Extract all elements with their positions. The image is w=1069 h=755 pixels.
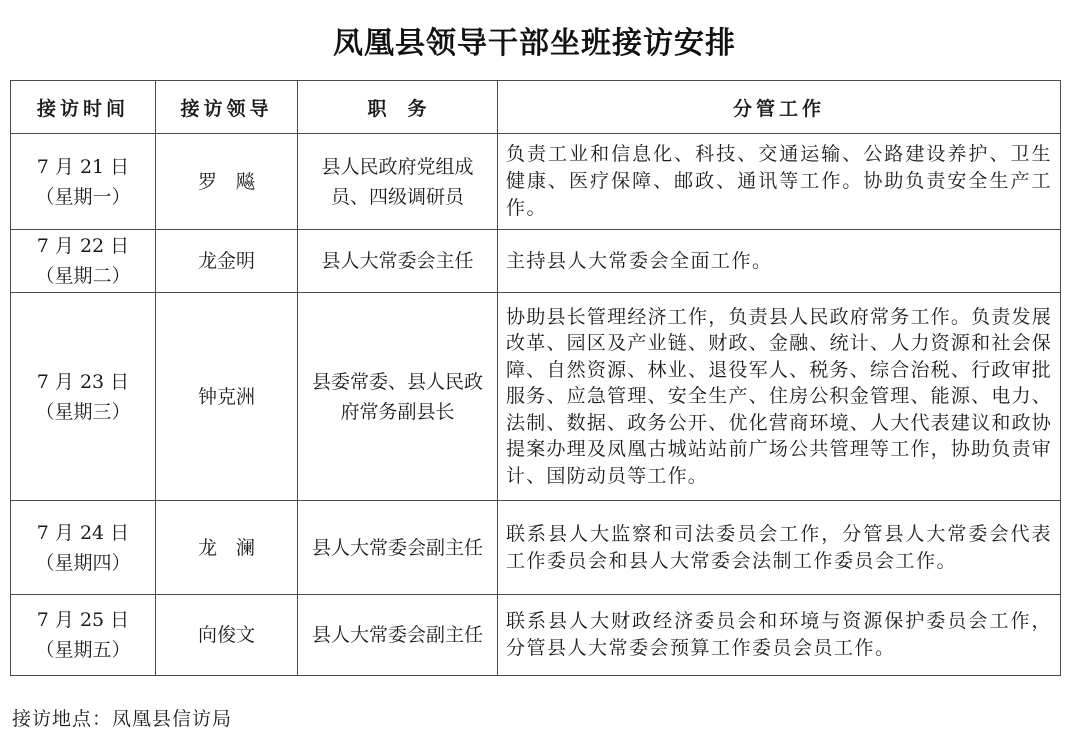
table-header-row [11,81,1061,134]
header-leader: 接访领导 [156,81,298,134]
weekday-text: （星期五） [35,639,131,661]
duties-cell: 联系县人大财政经济委员会和环境与资源保护委员会工作，分管县人大常委会预算工作委员会员工作。 [498,595,1061,676]
date-cell [11,293,156,501]
date-cell [11,230,156,293]
table-row [11,134,1061,230]
date-text: 7 月 21 日 [36,155,130,178]
duties-cell: 协助县长管理经济工作，负责县人民政府常务工作。负责发展改革、园区及产业链、财政、金融、统计、人力资源和社会保障、自然资源、林业、退役军人、税务、综合治税、行政审批服务、应急管理、安全生产、住房公积金管理、能源、电力、法制、数据、政务公开、优化营商环境、人大代表建议和政协提案办理及凤凰古城站站前广场公共管理等工作，协助负责审计、国防动员等工作。 [498,293,1061,501]
weekday-text: （星期三） [35,400,131,423]
table-row [11,501,1061,595]
date-text: 7 月 23 日 [36,370,130,393]
table-row [11,595,1061,676]
date-text: 7 月 24 日 [36,521,130,544]
leader-cell: 向俊文 [156,595,298,676]
visit-location: 接访地点：凤凰县信访局 [12,708,233,730]
table-row [11,293,1061,501]
position-cell: 县委常委、县人民政府常务副县长 [298,293,498,501]
header-duties: 分管工作 [498,81,1061,134]
position-cell: 县人大常委会副主任 [298,501,498,595]
date-cell [11,595,156,676]
weekday-text: （星期四） [35,551,131,574]
duties-cell: 主持县人大常委会全面工作。 [498,230,1061,293]
duties-cell: 负责工业和信息化、科技、交通运输、公路建设养护、卫生健康、医疗保障、邮政、通讯等工作。协助负责安全生产工作。 [498,134,1061,230]
table-row [11,230,1061,293]
page-title: 凤凰县领导干部坐班接访安排 [333,26,736,61]
position-cell: 县人大常委会主任 [298,230,498,293]
leader-cell: 钟克洲 [156,293,298,501]
duties-cell: 联系县人大监察和司法委员会工作，分管县人大常委会代表工作委员会和县人大常委会法制工作委员会工作。 [498,501,1061,595]
leader-cell: 罗 飚 [156,134,298,230]
weekday-text: （星期一） [35,185,131,208]
schedule-table [10,80,1061,676]
weekday-text: （星期二） [35,265,131,287]
date-cell [11,134,156,230]
date-text: 7 月 25 日 [36,609,130,631]
position-cell: 县人民政府党组成员、四级调研员 [298,134,498,230]
date-cell [11,501,156,595]
date-text: 7 月 22 日 [36,235,130,257]
position-cell: 县人大常委会副主任 [298,595,498,676]
leader-cell: 龙金明 [156,230,298,293]
leader-cell: 龙 澜 [156,501,298,595]
header-time: 接访时间 [11,81,156,134]
header-position: 职 务 [298,81,498,134]
